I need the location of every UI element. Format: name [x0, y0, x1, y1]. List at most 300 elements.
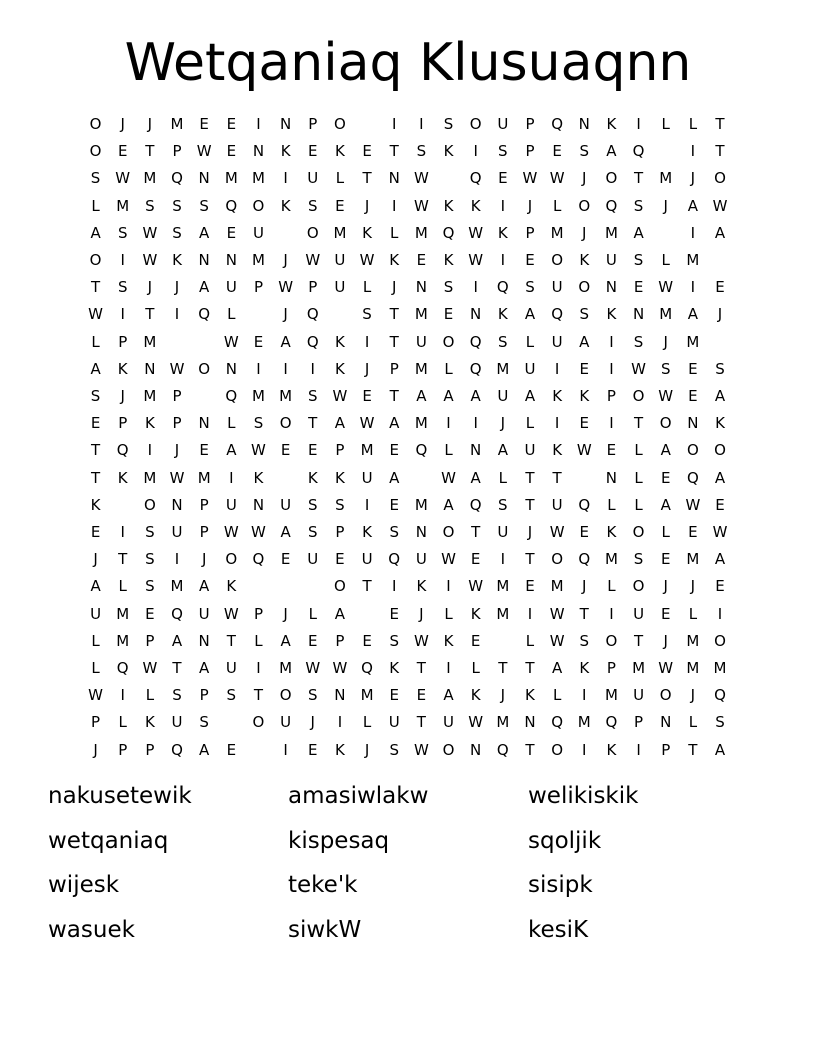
- grid-letter: P: [118, 740, 128, 759]
- grid-letter: J: [527, 196, 533, 215]
- grid-letter: T: [389, 305, 399, 324]
- grid-letter: S: [253, 414, 264, 433]
- grid-letter: P: [253, 278, 263, 297]
- grid-letter: N: [252, 495, 265, 514]
- grid-letter: M: [550, 223, 564, 242]
- grid-letter: Q: [252, 550, 265, 569]
- grid-letter: S: [145, 550, 155, 569]
- grid-letter: J: [174, 278, 180, 297]
- grid-letter: S: [389, 523, 399, 541]
- grid-letter: E: [199, 441, 209, 460]
- grid-letter: Q: [496, 740, 509, 759]
- grid-letter: O: [442, 740, 455, 759]
- grid-letter: O: [632, 577, 645, 596]
- grid-letter: T: [90, 278, 101, 297]
- grid-letter: N: [632, 305, 645, 324]
- grid-letter: E: [416, 251, 427, 269]
- grid-letter: W: [413, 740, 429, 759]
- grid-letter: P: [91, 713, 101, 732]
- grid-letter: U: [524, 441, 536, 460]
- grid-letter: U: [225, 495, 237, 514]
- grid-letter: W: [142, 251, 158, 269]
- grid-letter: I: [391, 577, 397, 596]
- grid-letter: A: [90, 223, 101, 242]
- grid-letter: K: [334, 468, 345, 487]
- grid-letter: E: [389, 686, 399, 705]
- grid-letter: L: [607, 495, 616, 514]
- grid-letter: J: [582, 169, 587, 188]
- grid-letter: W: [468, 713, 484, 732]
- grid-letter: J: [663, 332, 668, 351]
- grid-letter: K: [144, 713, 155, 732]
- grid-letter: W: [332, 659, 348, 677]
- grid-letter: W: [549, 169, 565, 188]
- grid-letter: S: [579, 142, 590, 161]
- grid-letter: Q: [225, 196, 238, 215]
- grid-letter: S: [90, 169, 101, 188]
- grid-letter: P: [335, 631, 345, 650]
- grid-letter: K: [552, 441, 563, 460]
- grid-letter: W: [332, 387, 348, 405]
- grid-letter: S: [172, 686, 182, 705]
- grid-letter: P: [335, 523, 345, 541]
- grid-letter: E: [443, 305, 454, 324]
- grid-letter: L: [254, 631, 263, 650]
- grid-letter: O: [551, 740, 564, 759]
- grid-letter: W: [169, 359, 185, 378]
- grid-letter: U: [90, 604, 102, 623]
- grid-letter: J: [120, 115, 125, 133]
- grid-letter: I: [473, 142, 478, 161]
- grid-letter: S: [145, 196, 155, 215]
- grid-letter: I: [310, 359, 315, 378]
- grid-letter: K: [443, 196, 454, 215]
- grid-letter: A: [90, 359, 101, 378]
- grid-letter: U: [334, 251, 346, 269]
- grid-letter: K: [253, 468, 264, 487]
- grid-letter: S: [362, 305, 372, 324]
- grid-letter: U: [551, 332, 563, 351]
- grid-letter: E: [362, 631, 372, 650]
- grid-letter: E: [199, 115, 209, 133]
- grid-letter: T: [633, 631, 644, 650]
- grid-letter: K: [606, 523, 617, 541]
- grid-letter: I: [473, 414, 478, 433]
- grid-letter: P: [634, 713, 644, 732]
- grid-letter: J: [283, 251, 288, 269]
- grid-letter: W: [305, 659, 321, 677]
- grid-letter: Q: [306, 305, 319, 324]
- grid-letter: K: [334, 359, 345, 378]
- grid-letter: U: [497, 387, 509, 405]
- grid-letter: Q: [551, 305, 564, 324]
- grid-letter: P: [308, 115, 318, 133]
- grid-letter: E: [470, 631, 481, 650]
- grid-letter: T: [715, 115, 725, 133]
- grid-letter: U: [497, 115, 509, 133]
- grid-letter: I: [609, 414, 614, 433]
- grid-letter: E: [660, 550, 671, 569]
- grid-letter: O: [714, 441, 726, 460]
- grid-letter: W: [196, 142, 212, 161]
- grid-letter: I: [636, 740, 641, 759]
- grid-letter: E: [633, 278, 644, 297]
- grid-letter: W: [223, 523, 239, 541]
- grid-letter: M: [414, 305, 428, 324]
- grid-letter: T: [226, 631, 236, 650]
- grid-letter: I: [174, 305, 180, 324]
- grid-letter: W: [441, 550, 456, 569]
- grid-letter: P: [606, 659, 616, 677]
- grid-letter: K: [362, 223, 372, 242]
- grid-letter: P: [199, 495, 209, 514]
- grid-letter: J: [663, 577, 668, 596]
- grid-letter: I: [473, 278, 478, 297]
- grid-letter: O: [632, 523, 645, 541]
- grid-letter: W: [169, 468, 185, 487]
- grid-letter: I: [582, 740, 587, 759]
- page-title: Wetqaniaq Klusuaqnn: [124, 33, 692, 93]
- grid-letter: Q: [714, 686, 726, 705]
- word-bank-item: amasiwlakw: [288, 783, 429, 809]
- grid-letter: E: [389, 441, 399, 460]
- word-bank-item: wetqaniaq: [48, 827, 169, 854]
- grid-letter: T: [253, 686, 264, 705]
- grid-letter: M: [116, 604, 130, 623]
- grid-letter: M: [251, 387, 265, 405]
- grid-letter: A: [443, 495, 454, 514]
- grid-letter: N: [252, 142, 265, 161]
- grid-letter: P: [525, 115, 535, 133]
- grid-letter: N: [470, 740, 482, 759]
- grid-letter: W: [305, 251, 321, 269]
- grid-letter: T: [579, 604, 589, 623]
- grid-letter: U: [415, 550, 427, 569]
- grid-letter: P: [389, 359, 399, 378]
- grid-letter: M: [116, 631, 130, 650]
- grid-letter: A: [606, 142, 617, 161]
- grid-letter: E: [416, 686, 427, 705]
- grid-letter: S: [443, 115, 454, 133]
- grid-letter: E: [362, 142, 372, 161]
- grid-letter: K: [606, 115, 617, 133]
- grid-letter: K: [117, 468, 128, 487]
- grid-letter: I: [147, 441, 153, 460]
- grid-letter: S: [443, 278, 454, 297]
- grid-letter: N: [144, 359, 156, 378]
- grid-letter: P: [172, 142, 182, 161]
- grid-letter: A: [199, 223, 210, 242]
- grid-letter: A: [199, 278, 210, 297]
- grid-letter: E: [335, 196, 345, 215]
- grid-letter: T: [389, 387, 399, 405]
- grid-letter: E: [90, 414, 101, 433]
- grid-letter: M: [414, 414, 428, 433]
- grid-letter: L: [552, 686, 562, 705]
- grid-letter: J: [364, 740, 370, 759]
- grid-letter: O: [659, 686, 672, 705]
- grid-letter: L: [444, 359, 453, 378]
- grid-letter: S: [307, 495, 318, 514]
- grid-letter: I: [500, 251, 506, 269]
- grid-letter: K: [443, 251, 454, 269]
- grid-letter: Q: [551, 713, 564, 732]
- grid-letter: U: [171, 523, 183, 541]
- grid-letter: L: [525, 631, 535, 650]
- grid-letter: T: [688, 740, 698, 759]
- grid-letter: S: [145, 577, 155, 596]
- grid-letter: S: [715, 359, 725, 378]
- grid-letter: E: [525, 251, 535, 269]
- grid-letter: T: [498, 659, 508, 677]
- grid-letter: A: [90, 577, 101, 596]
- grid-letter: L: [91, 631, 100, 650]
- grid-letter: A: [660, 495, 671, 514]
- grid-letter: W: [712, 196, 728, 215]
- grid-letter: N: [198, 414, 210, 433]
- grid-letter: O: [632, 387, 645, 405]
- grid-letter: Q: [469, 359, 482, 378]
- grid-letter: O: [279, 414, 292, 433]
- grid-letter: I: [446, 577, 451, 596]
- grid-letter: L: [145, 686, 155, 705]
- grid-letter: T: [525, 659, 535, 677]
- grid-letter: E: [389, 604, 399, 623]
- grid-letter: J: [93, 740, 98, 759]
- grid-letter: K: [443, 631, 454, 650]
- grid-letter: Q: [686, 468, 699, 487]
- grid-letter: T: [362, 169, 372, 188]
- grid-letter: U: [171, 713, 183, 732]
- grid-letter: K: [307, 468, 318, 487]
- grid-letter: E: [362, 387, 372, 405]
- grid-letter: U: [388, 713, 400, 732]
- grid-letter: S: [579, 631, 590, 650]
- word-bank-item: kispesaq: [288, 827, 390, 854]
- grid-letter: A: [660, 441, 671, 460]
- grid-letter: E: [253, 332, 264, 351]
- grid-letter: N: [415, 523, 427, 541]
- grid-letter: E: [308, 142, 318, 161]
- grid-letter: M: [251, 251, 265, 269]
- grid-letter: L: [634, 441, 643, 460]
- grid-letter: A: [714, 468, 726, 487]
- grid-letter: I: [419, 115, 424, 133]
- grid-letter: W: [223, 604, 239, 623]
- word-bank-item: welikiskik: [528, 783, 639, 809]
- grid-letter: M: [414, 495, 428, 514]
- grid-letter: Q: [551, 115, 564, 133]
- grid-letter: W: [88, 305, 103, 324]
- grid-letter: U: [551, 495, 563, 514]
- grid-letter: Q: [469, 332, 482, 351]
- grid-letter: A: [416, 387, 427, 405]
- grid-letter: S: [307, 196, 318, 215]
- grid-letter: A: [714, 550, 726, 569]
- grid-letter: W: [522, 169, 538, 188]
- grid-letter: K: [280, 196, 291, 215]
- grid-letter: U: [307, 169, 319, 188]
- grid-letter: W: [251, 523, 266, 541]
- grid-letter: O: [605, 631, 618, 650]
- grid-letter: M: [333, 223, 347, 242]
- grid-letter: W: [712, 523, 728, 541]
- grid-letter: P: [335, 441, 345, 460]
- grid-letter: O: [225, 550, 238, 569]
- grid-letter: I: [120, 523, 125, 541]
- grid-letter: J: [690, 577, 696, 596]
- grid-letter: S: [117, 278, 128, 297]
- grid-letter: E: [280, 550, 291, 569]
- grid-letter: A: [524, 387, 536, 405]
- grid-letter: I: [500, 196, 506, 215]
- grid-letter: I: [717, 604, 723, 623]
- grid-letter: S: [90, 387, 101, 405]
- grid-letter: J: [419, 604, 424, 623]
- grid-letter: Q: [198, 305, 211, 324]
- grid-letter: A: [687, 196, 698, 215]
- grid-letter: W: [468, 251, 484, 269]
- grid-letter: L: [118, 577, 127, 596]
- grid-letter: L: [335, 169, 345, 188]
- grid-letter: S: [498, 332, 508, 351]
- grid-letter: M: [279, 387, 293, 405]
- grid-letter: O: [89, 142, 102, 161]
- grid-letter: L: [661, 523, 670, 541]
- grid-letter: K: [579, 659, 590, 677]
- grid-letter: A: [199, 740, 210, 759]
- grid-letter: M: [224, 169, 238, 188]
- grid-letter: K: [443, 142, 454, 161]
- grid-letter: W: [359, 414, 375, 433]
- grid-letter: P: [118, 414, 128, 433]
- grid-letter: S: [145, 523, 155, 541]
- grid-letter: I: [690, 223, 696, 242]
- grid-letter: K: [552, 387, 563, 405]
- grid-letter: K: [497, 223, 508, 242]
- grid-letter: A: [551, 659, 563, 677]
- grid-letter: E: [226, 115, 237, 133]
- grid-letter: E: [579, 414, 589, 433]
- grid-letter: L: [471, 659, 480, 677]
- grid-letter: W: [658, 278, 674, 297]
- grid-letter: K: [172, 251, 182, 269]
- grid-letter: Q: [171, 740, 183, 759]
- grid-letter: A: [524, 305, 536, 324]
- grid-letter: E: [688, 387, 698, 405]
- grid-letter: N: [334, 686, 346, 705]
- grid-letter: L: [444, 441, 453, 460]
- grid-letter: O: [578, 278, 591, 297]
- grid-letter: K: [579, 251, 590, 269]
- grid-letter: E: [389, 495, 399, 514]
- grid-letter: U: [605, 251, 617, 269]
- grid-letter: M: [659, 169, 673, 188]
- grid-letter: K: [416, 577, 427, 596]
- grid-letter: L: [362, 713, 372, 732]
- grid-letter: O: [714, 169, 726, 188]
- grid-letter: N: [225, 359, 237, 378]
- grid-letter: I: [582, 686, 587, 705]
- grid-letter: I: [120, 686, 125, 705]
- grid-letter: P: [525, 223, 535, 242]
- grid-letter: T: [389, 332, 399, 351]
- grid-letter: E: [579, 523, 589, 541]
- grid-letter: N: [225, 251, 237, 269]
- grid-letter: S: [579, 305, 590, 324]
- grid-letter: K: [606, 740, 617, 759]
- grid-letter: O: [659, 414, 672, 433]
- grid-letter: I: [174, 550, 180, 569]
- grid-letter: T: [525, 550, 535, 569]
- grid-letter: M: [686, 251, 700, 269]
- grid-letter: A: [497, 441, 508, 460]
- grid-letter: M: [414, 359, 428, 378]
- grid-letter: O: [714, 631, 726, 650]
- grid-letter: J: [283, 305, 288, 324]
- grid-letter: A: [714, 740, 726, 759]
- grid-letter: E: [525, 577, 535, 596]
- word-bank-item: teke'k: [288, 872, 358, 898]
- grid-letter: S: [389, 740, 399, 759]
- grid-letter: I: [446, 414, 451, 433]
- grid-letter: M: [170, 577, 184, 596]
- grid-letter: J: [310, 713, 315, 732]
- grid-letter: W: [251, 441, 266, 460]
- grid-letter: O: [442, 523, 455, 541]
- grid-letter: O: [551, 550, 564, 569]
- grid-letter: S: [117, 223, 128, 242]
- grid-letter: J: [663, 631, 668, 650]
- grid-letter: E: [117, 142, 128, 161]
- grid-letter: A: [714, 387, 726, 405]
- grid-letter: J: [582, 577, 587, 596]
- grid-letter: L: [661, 115, 670, 133]
- grid-letter: M: [496, 604, 510, 623]
- grid-letter: L: [227, 414, 236, 433]
- grid-letter: A: [280, 523, 291, 541]
- grid-letter: K: [715, 414, 725, 433]
- grid-letter: M: [604, 550, 618, 569]
- grid-letter: U: [252, 223, 264, 242]
- grid-letter: T: [118, 550, 128, 569]
- grid-letter: E: [308, 740, 318, 759]
- grid-letter: P: [199, 523, 209, 541]
- grid-letter: S: [199, 196, 209, 215]
- grid-letter: U: [443, 713, 454, 732]
- grid-letter: E: [715, 278, 725, 297]
- grid-letter: Q: [116, 441, 129, 460]
- grid-letter: P: [145, 740, 155, 759]
- grid-letter: L: [525, 332, 535, 351]
- grid-letter: U: [361, 468, 373, 487]
- grid-letter: M: [170, 115, 184, 133]
- grid-letter: A: [171, 631, 183, 650]
- grid-letter: T: [90, 468, 101, 487]
- grid-letter: P: [199, 686, 209, 705]
- grid-letter: L: [227, 305, 236, 324]
- grid-letter: Q: [578, 495, 591, 514]
- grid-letter: L: [634, 468, 643, 487]
- grid-letter: T: [362, 577, 372, 596]
- grid-letter: M: [143, 387, 157, 405]
- grid-letter: T: [471, 523, 481, 541]
- grid-letter: M: [577, 713, 591, 732]
- grid-letter: T: [416, 713, 426, 732]
- word-bank-item: sqoljik: [528, 827, 602, 854]
- grid-letter: M: [414, 223, 428, 242]
- word-bank-item: sisipk: [528, 872, 593, 898]
